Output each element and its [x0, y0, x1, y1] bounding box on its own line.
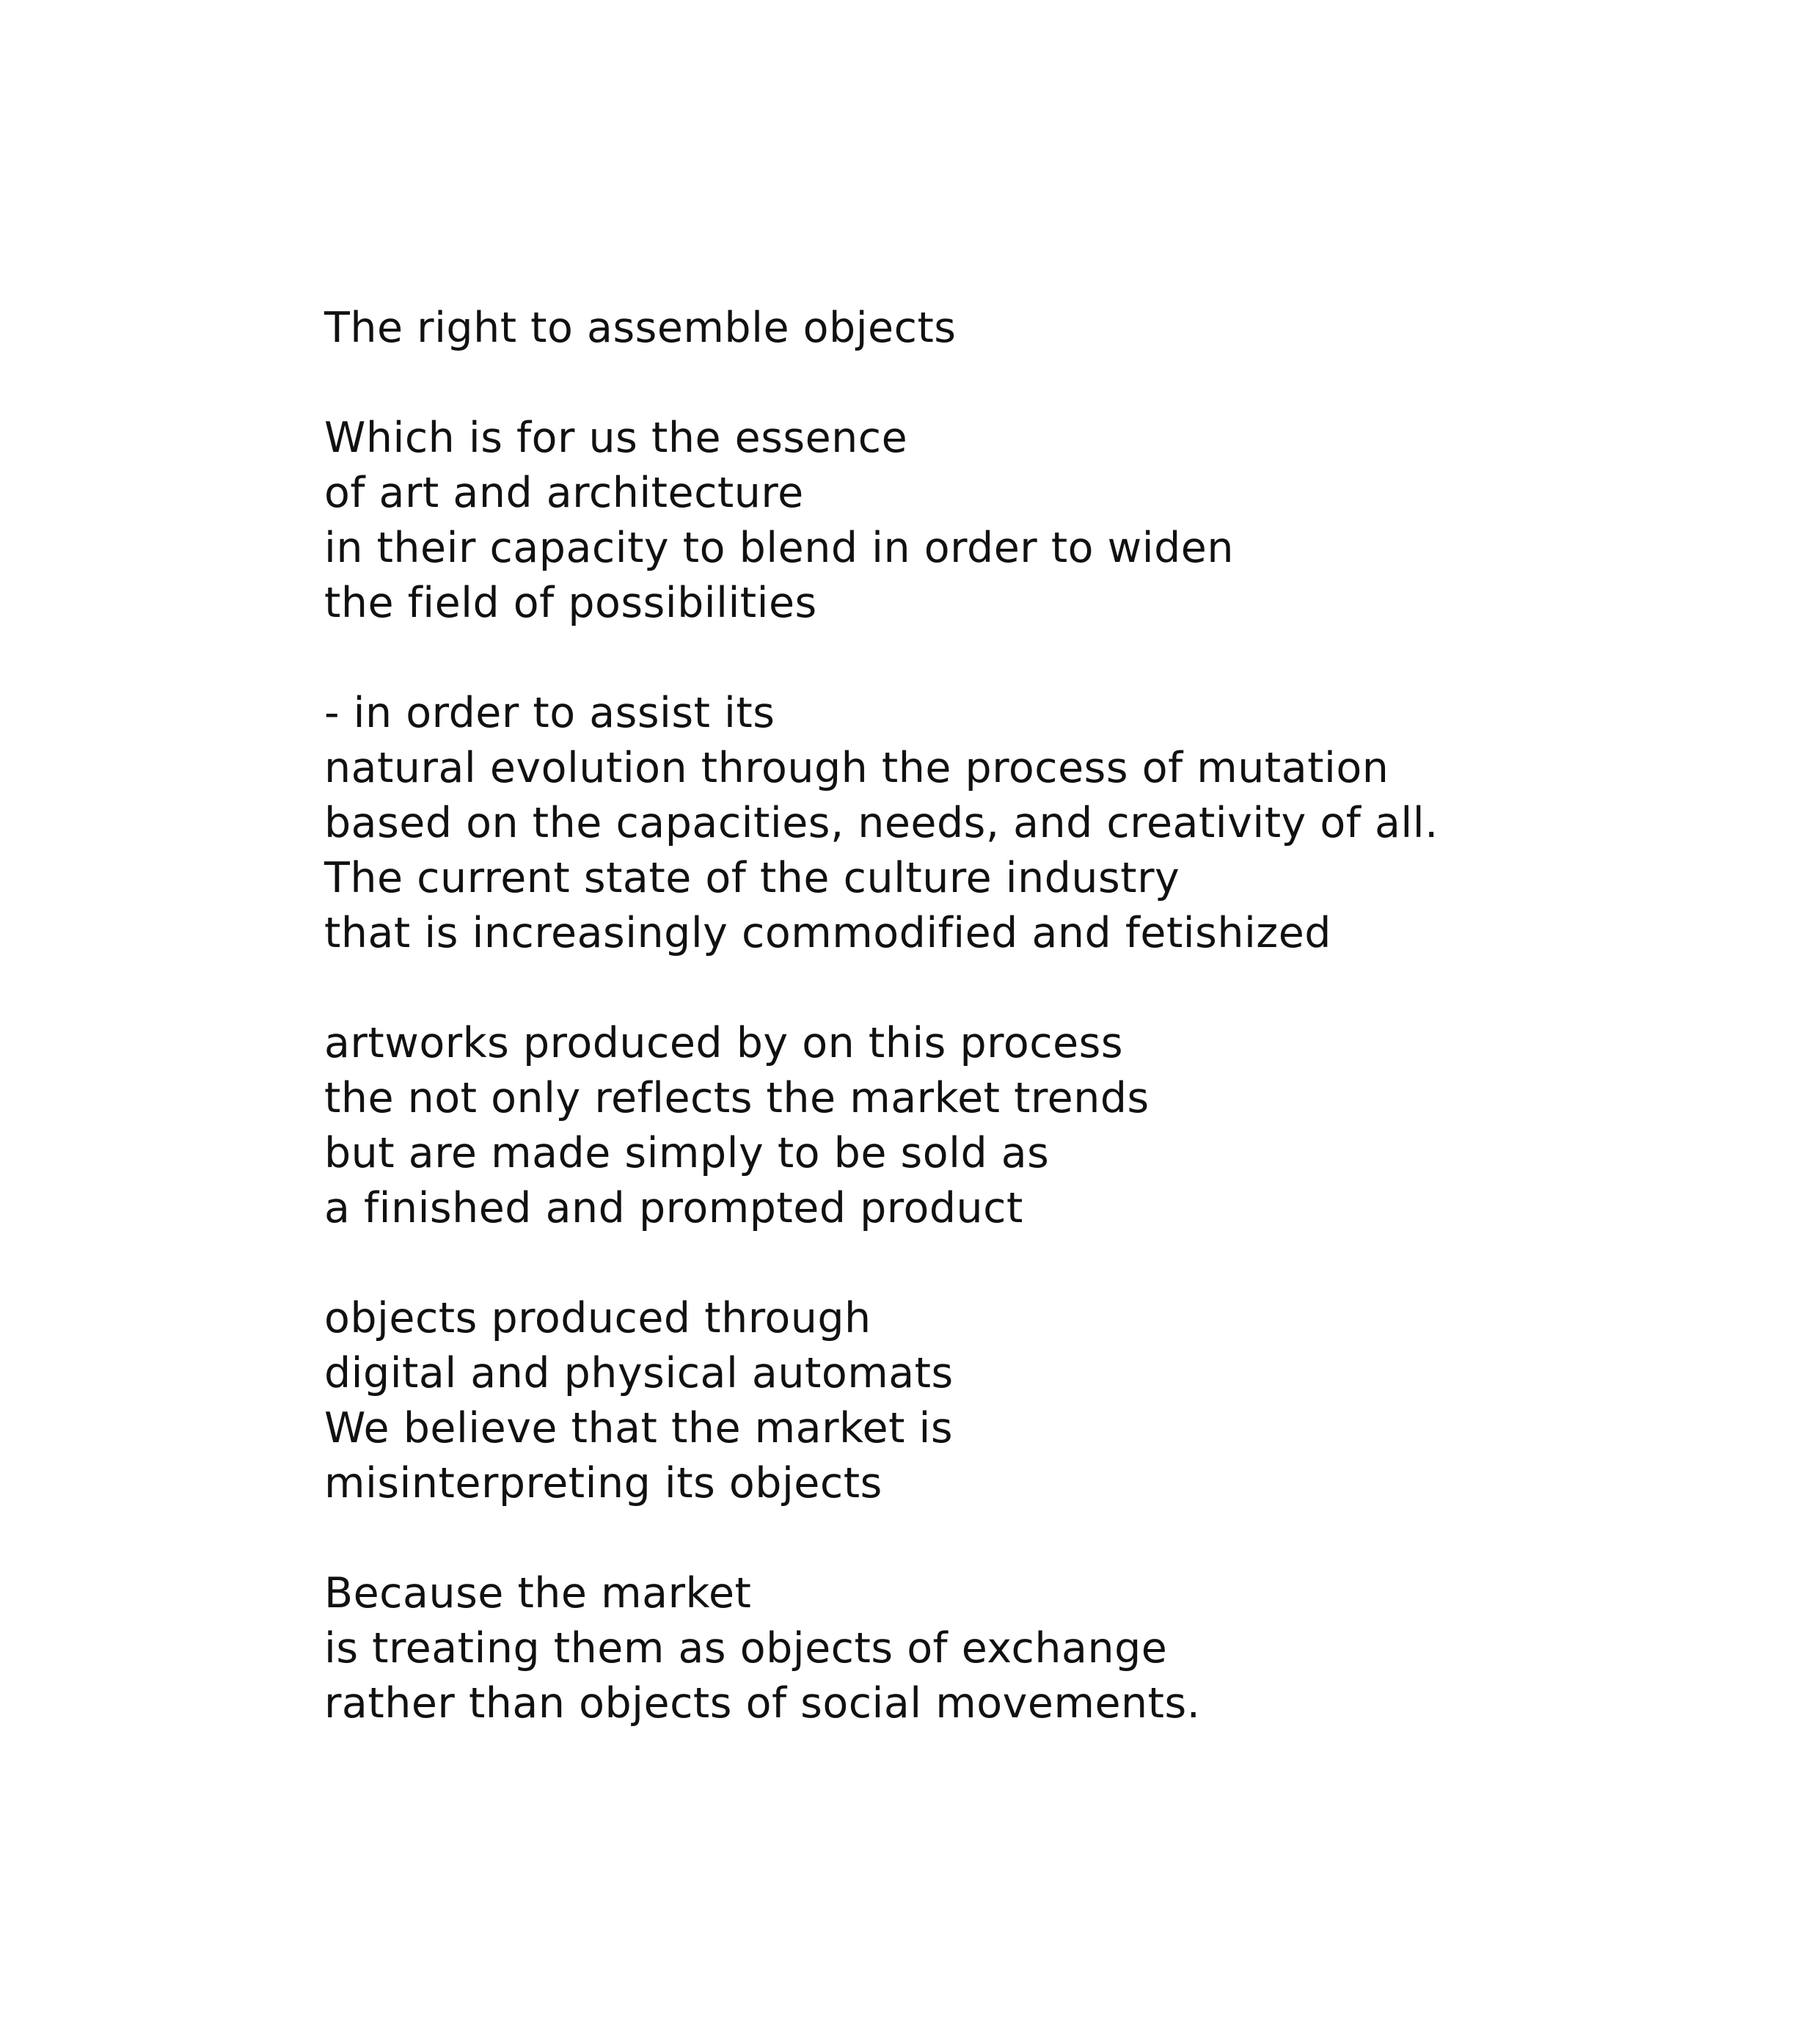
poem-line: misinterpreting its objects: [324, 1459, 882, 1507]
poem-text: [324, 301, 1718, 1786]
stanza-1: [324, 301, 1718, 356]
poem-line: objects produced through: [324, 1294, 871, 1342]
stanza-2: [324, 411, 1718, 631]
poem-line: the not only reflects the market trends: [324, 1074, 1150, 1122]
poem-line: natural evolution through the process of mutation: [324, 744, 1389, 792]
poem-line: of art and architecture: [324, 469, 804, 517]
poem-line: The right to assemble objects: [324, 304, 957, 352]
poem-line: digital and physical automats: [324, 1349, 954, 1397]
stanza-3: [324, 686, 1718, 961]
poem-line: - in order to assist its: [324, 689, 775, 737]
poem-line: based on the capacities, needs, and creativity of all.: [324, 799, 1439, 847]
poem-line: but are made simply to be sold as: [324, 1129, 1050, 1177]
stanza-6: [324, 1566, 1718, 1731]
poem-line: artworks produced by on this process: [324, 1019, 1124, 1067]
poem-line: rather than objects of social movements.: [324, 1679, 1201, 1728]
stanza-5: [324, 1291, 1718, 1511]
poem-line: the field of possibilities: [324, 579, 817, 627]
poem-line: The current state of the culture industry: [324, 854, 1180, 902]
poem-line: We believe that the market is: [324, 1404, 954, 1452]
poem-line: Which is for us the essence: [324, 414, 908, 462]
poem-line: that is increasingly commodified and fetishized: [324, 909, 1331, 957]
poem-line: Because the market: [324, 1569, 752, 1618]
stanza-4: [324, 1016, 1718, 1236]
poem-line: a finished and prompted product: [324, 1184, 1023, 1232]
poem-line: in their capacity to blend in order to widen: [324, 524, 1234, 572]
poem-line: is treating them as objects of exchange: [324, 1624, 1168, 1673]
